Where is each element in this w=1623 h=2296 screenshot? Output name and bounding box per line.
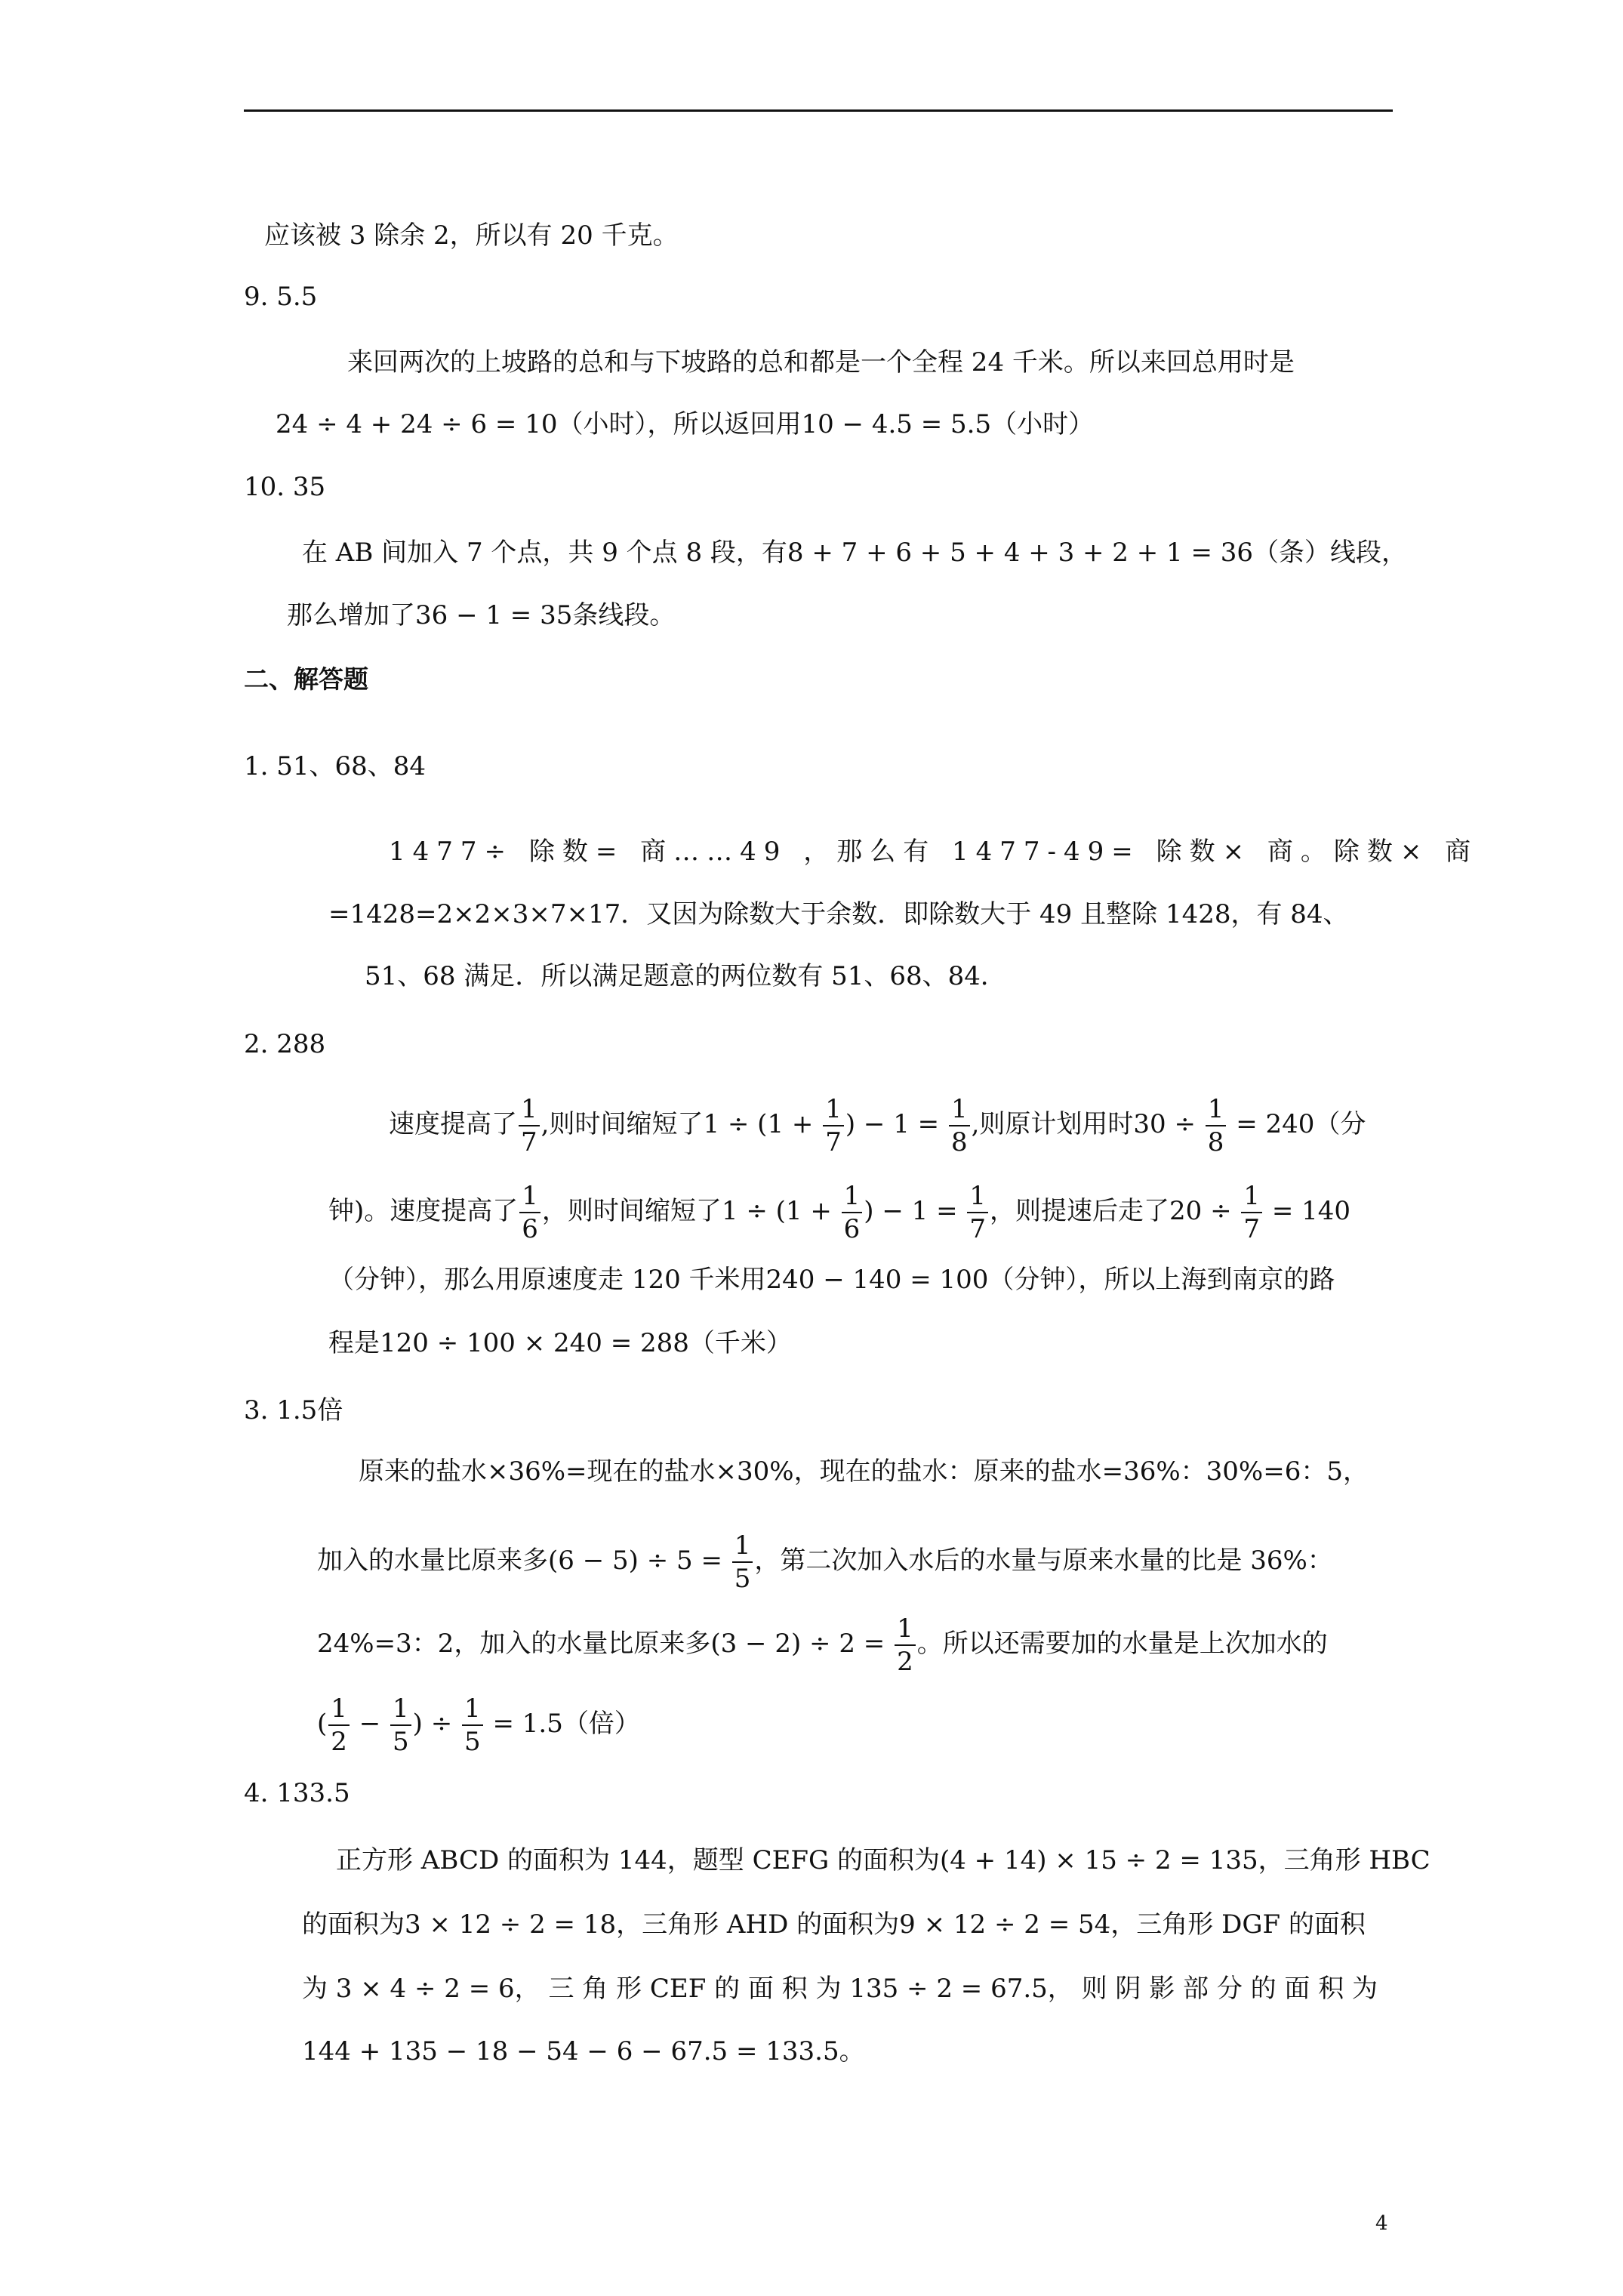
- answer-10-line-1: 在 AB 间加入 7 个点，共 9 个点 8 段，有8 + 7 + 6 + 5 + 4 + 3 + 2 + 1 = 36（条）线段，: [302, 538, 1408, 568]
- answer-9-line-2: 24 ÷ 4 + 24 ÷ 6 = 10（小时），所以返回用10 − 4.5 = 5.5（小时）: [276, 409, 1095, 439]
- answer-10-heading: 10. 35: [244, 472, 326, 502]
- problem-3-heading: 3. 1.5倍: [244, 1395, 343, 1425]
- problem-2-line-2: 钟)。速度提高了 $\frac{1}{6}$ ，则时间缩短了1 ÷ (1 + $\frac{1}{6}$ ) − 1 = $\frac{1}{7}$ ，则提速后走了20 ÷ $\frac{1}{7}$ = 140: [328, 1181, 1351, 1244]
- problem-3-line-1: 原来的盐水×36%=现在的盐水×30%，现在的盐水：原来的盐水=36%：30%=6：5，: [359, 1456, 1369, 1487]
- problem-1-line-1: 1477÷ 除数= 商……49 ，那么有 1477-49= 除数× 商。除数× 商: [389, 837, 1479, 867]
- page-number: 4: [1375, 2212, 1388, 2235]
- problem-1-line-2: =1428=2×2×3×7×17．又因为除数大于余数．即除数大于 49 且整除 1428，有 84、: [328, 899, 1349, 929]
- problem-3-line-3: 24%=3：2，加入的水量比原来多(3 − 2) ÷ 2 = $\frac{1}{2}$ 。所以还需要加的水量是上次加水的: [317, 1613, 1328, 1677]
- problem-1-heading: 1. 51、68、84: [244, 751, 427, 781]
- problem-4-line-3: 为 3 × 4 ÷ 2 = 6， 三 角 形 CEF 的 面 积 为 135 ÷ 2 = 67.5， 则 阴 影 部 分 的 面 积 为: [302, 1974, 1378, 2004]
- answer-8-note: 应该被 3 除余 2，所以有 20 千克。: [264, 220, 679, 251]
- problem-1-line-3: 51、68 满足．所以满足题意的两位数有 51、68、84．: [365, 961, 1006, 991]
- problem-4-heading: 4. 133.5: [244, 1778, 350, 1808]
- problem-2-line-4: 程是120 ÷ 100 × 240 = 288（千米）: [328, 1328, 792, 1358]
- problem-3-line-2: 加入的水量比原来多(6 − 5) ÷ 5 = $\frac{1}{5}$ ，第二次加入水后的水量与原来水量的比是 36%：: [317, 1530, 1333, 1594]
- problem-2-line-3: （分钟），那么用原速度走 120 千米用240 − 140 = 100（分钟），所以上海到南京的路: [328, 1265, 1335, 1295]
- header-rule: [244, 109, 1393, 112]
- answer-10-line-2: 那么增加了36 − 1 = 35条线段。: [287, 600, 676, 630]
- problem-3-line-4: ( $\frac{1}{2}$ − $\frac{1}{5}$ ) ÷ $\frac{1}{5}$ = 1.5（倍）: [317, 1693, 640, 1757]
- problem-2-line-1: 速度提高了 $\frac{1}{7}$ ,则时间缩短了1 ÷ (1 + $\frac{1}{7}$ ) − 1 = $\frac{1}{8}$ ,则原计划用时30 ÷ $\frac{1}{8}$ = 240（分: [389, 1094, 1366, 1157]
- section-title: 二、解答题: [244, 664, 368, 694]
- answer-9-line-1: 来回两次的上坡路的总和与下坡路的总和都是一个全程 24 千米。所以来回总用时是: [347, 347, 1295, 378]
- problem-2-heading: 2. 288: [244, 1029, 326, 1059]
- problem-4-line-4: 144 + 135 − 18 − 54 − 6 − 67.5 = 133.5。: [302, 2036, 865, 2066]
- answer-9-heading: 9. 5.5: [244, 282, 318, 312]
- problem-4-line-2: 的面积为3 × 12 ÷ 2 = 18，三角形 AHD 的面积为9 × 12 ÷ 2 = 54，三角形 DGF 的面积: [302, 1909, 1366, 1940]
- problem-4-line-1: 正方形 ABCD 的面积为 144，题型 CEFG 的面积为(4 + 14) × 15 ÷ 2 = 135，三角形 HBC: [336, 1845, 1431, 1875]
